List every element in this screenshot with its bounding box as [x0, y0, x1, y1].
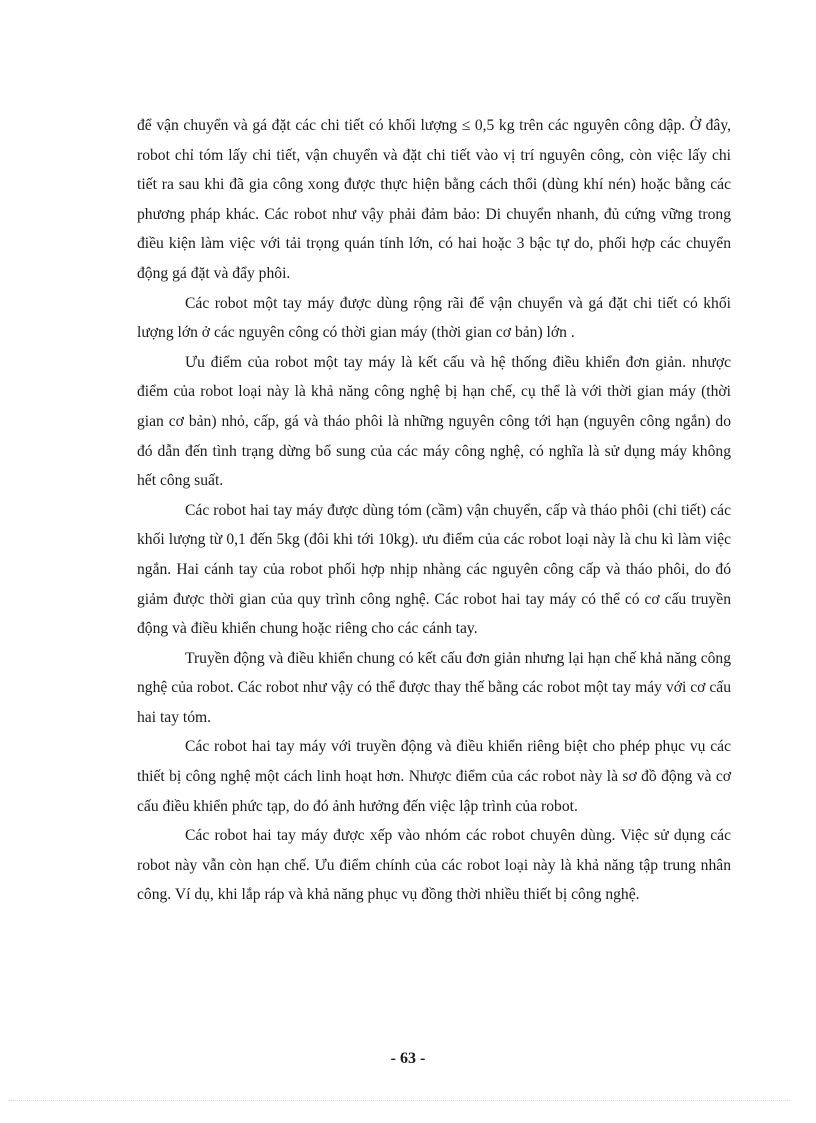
paragraph-6: Các robot hai tay máy với truyền động và điều khiển riêng biệt cho phép phục vụ các thiết bị công nghệ một cách linh hoạt hơn. Nhược điểm của các robot này là sơ đồ động và cơ cấu điều khiển phức tạp, do đó ảnh hưởng đến việc lập trình của robot. — [137, 738, 731, 815]
page-number: - 63 - — [390, 1050, 426, 1067]
paragraph-7: Các robot hai tay máy được xếp vào nhóm các robot chuyên dùng. Việc sử dụng các robot này vẫn còn hạn chế. Ưu điểm chính của các robot loại này là khả năng tập trung nhân công. Ví dụ, khi lắp ráp và khả năng phục vụ đồng thời nhiều thiết bị công nghệ. — [137, 827, 731, 904]
body-text — [137, 111, 731, 910]
paragraph-1: để vận chuyển và gá đặt các chi tiết có khối lượng ≤ 0,5 kg trên các nguyên công dập. Ở đây, robot chỉ tóm lấy chi tiết, vận chuyển và đặt chi tiết vào vị trí nguyên công, còn việc lấy chi tiết ra sau khi đã gia công xong được thực hiện bằng cách thổi (dùng khí nén) hoặc bằng các phương pháp khác. Các robot như vậy phải đảm bảo: Di chuyển nhanh, đủ cứng vững trong điều kiện làm việc với tải trọng quán tính lớn, có hai hoặc 3 bậc tự do, phối hợp các chuyển động gá đặt và đẩy phôi. — [137, 117, 731, 282]
paragraph-2: Các robot một tay máy được dùng rộng rãi để vận chuyển và gá đặt chi tiết có khối lượng lớn ở các nguyên công có thời gian máy (thời gian cơ bản) lớn . — [137, 294, 731, 342]
paragraph-4: Các robot hai tay máy được dùng tóm (cầm) vận chuyển, cấp và tháo phôi (chi tiết) các khối lượng từ 0,1 đến 5kg (đôi khi tới 10kg). ưu điểm của các robot loại này là chu kì làm việc ngắn. Hai cánh tay của robot phối hợp nhịp nhàng các nguyên công cấp và tháo phôi, do đó giảm được thời gian của quy trình công nghệ. Các robot hai tay máy có thể có cơ cấu truyền động và điều khiển chung hoặc riêng cho các cánh tay. — [137, 501, 731, 638]
paragraph-3: Ưu điểm của robot một tay máy là kết cấu và hệ thống điều khiển đơn giản. nhược điểm của robot loại này là khả năng công nghệ bị hạn chế, cụ thể là với thời gian máy (thời gian cơ bản) nhỏ, cấp, gá và tháo phôi là những nguyên công tới hạn (nguyên công ngắn) do đó dẫn đến tình trạng dừng bổ sung của các máy công nghệ, có nghĩa là sử dụng máy không hết công suất. — [137, 353, 731, 490]
footer-divider — [8, 1100, 790, 1101]
paragraph-5: Truyền động và điều khiển chung có kết cấu đơn giản nhưng lại hạn chế khả năng công nghệ của robot. Các robot như vậy có thể được thay thế bằng các robot một tay máy với cơ cấu hai tay tóm. — [137, 649, 731, 726]
